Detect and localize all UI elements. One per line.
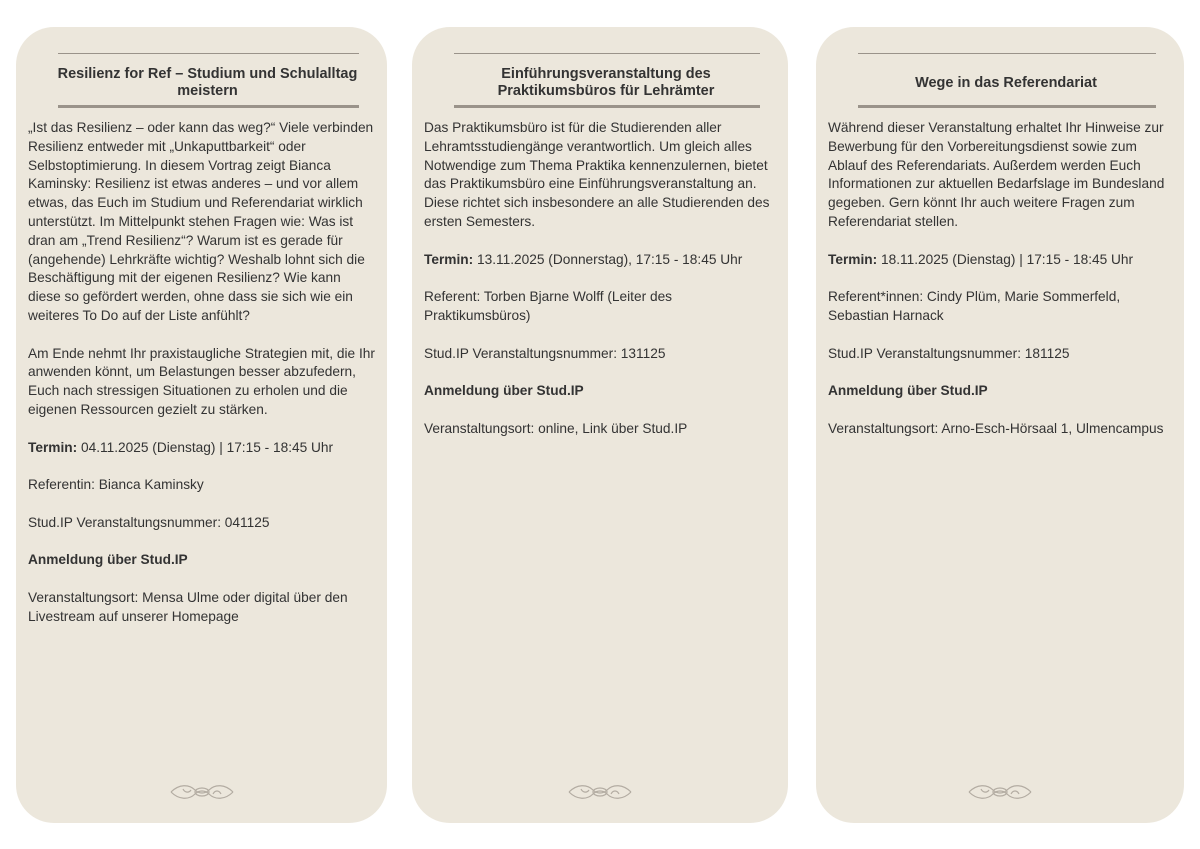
card-title: Resilienz for Ref – Studium und Schulalltag meistern xyxy=(57,66,358,99)
description-paragraph: „Ist das Resilienz – oder kann das weg?“ Viele verbinden Resilienz entweder mit „Unkaputtbarkeit“ oder Selbstoptimierung. In diesem Vortrag zeigt Bianca Kaminsky: Resilienz ist etwas anderes – und vor allem etwas, das Euch im Studium und Referendariat wirklich unterstützt. Im Mittelpunkt stehen Fragen wie: Was ist dran am „Trend Resilienz“? Warum ist es gerade für (angehende) Lehrkräfte wichtig? Weshalb lohnt sich die Beschäftigung mit der eigenen Resilienz? Wie kann diese so gefördert werden, ohne dass sie sich wie ein weiteres To Do auf der Liste anfühlt? xyxy=(28,120,374,323)
event-date-value: 13.11.2025 (Donnerstag), 17:15 - 18:45 Uhr xyxy=(473,251,743,267)
event-date-label: Termin: xyxy=(28,439,78,455)
flourish-ornament-icon xyxy=(169,781,235,803)
card-title: Wege in das Referendariat xyxy=(915,74,1097,91)
event-number: Stud.IP Veranstaltungsnummer: 041125 xyxy=(28,514,270,530)
event-speaker: Referent: Torben Bjarne Wolff (Leiter des Praktikumsbüros) xyxy=(424,289,673,323)
event-date xyxy=(28,439,375,458)
event-location: Veranstaltungsort: Arno-Esch-Hörsaal 1, Ulmencampus xyxy=(828,420,1164,436)
event-date-value: 04.11.2025 (Dienstag) | 17:15 - 18:45 Uhr xyxy=(77,439,334,455)
title-bottom-rule xyxy=(454,105,760,108)
flourish-ornament-icon xyxy=(967,781,1033,803)
title-top-rule xyxy=(454,53,760,54)
event-speaker: Referentin: Bianca Kaminsky xyxy=(28,477,204,493)
event-card-resilienz xyxy=(16,27,387,823)
event-date-value: 18.11.2025 (Dienstag) | 17:15 - 18:45 Uhr xyxy=(877,251,1134,267)
event-card-praktikumsbuero xyxy=(412,27,788,823)
card-body xyxy=(28,119,375,645)
event-date xyxy=(424,251,776,270)
description-paragraph: Während dieser Veranstaltung erhaltet Ihr Hinweise zur Bewerbung für den Vorbereitungsdienst sowie zum Ablauf des Referendariats. Außerdem werden Euch Informationen zur aktuellen Bedarfslage im Bundesland gegeben. Gern könnt Ihr auch weitere Fragen zum Referendariat stellen. xyxy=(828,120,1165,229)
description-paragraph: Am Ende nehmt Ihr praxistaugliche Strategien mit, die Ihr anwenden könnt, um Belastungen besser abzufedern, Euch nach stressigen Situationen zu erholen und die eigenen Ressourcen gezielt zu stärken. xyxy=(28,345,375,417)
event-speaker: Referent*innen: Cindy Plüm, Marie Sommerfeld, Sebastian Harnack xyxy=(828,289,1121,323)
card-title: Einführungsveranstaltung des Praktikumsbüros für Lehrämter xyxy=(497,66,715,99)
event-number: Stud.IP Veranstaltungsnummer: 181125 xyxy=(828,345,1070,361)
event-location: Veranstaltungsort: Mensa Ulme oder digital über den Livestream auf unserer Homepage xyxy=(28,589,348,624)
title-bottom-rule xyxy=(858,105,1156,108)
registration-text: Anmeldung über Stud.IP xyxy=(424,383,584,399)
event-registration xyxy=(28,551,375,570)
event-registration xyxy=(424,382,776,401)
event-date-label: Termin: xyxy=(828,251,878,267)
card-body xyxy=(828,119,1172,457)
event-number: Stud.IP Veranstaltungsnummer: 131125 xyxy=(424,345,666,361)
registration-text: Anmeldung über Stud.IP xyxy=(828,383,988,399)
registration-text: Anmeldung über Stud.IP xyxy=(28,552,188,568)
title-top-rule xyxy=(58,53,359,54)
title-top-rule xyxy=(858,53,1156,54)
event-date xyxy=(828,251,1172,270)
event-registration xyxy=(828,382,1172,401)
event-card-referendariat xyxy=(816,27,1184,823)
title-bottom-rule xyxy=(58,105,359,108)
card-body xyxy=(424,119,776,457)
description-paragraph: Das Praktikumsbüro ist für die Studierenden aller Lehramtsstudiengänge verantwortlich. Um gleich alles Notwendige zum Thema Praktika kennenzulernen, bietet das Praktikumsbüro eine Einführungsveranstaltung an. Diese richtet sich insbesondere an alle Studierenden des ersten Semesters. xyxy=(424,120,770,229)
event-location: Veranstaltungsort: online, Link über Stud.IP xyxy=(424,420,688,436)
flourish-ornament-icon xyxy=(567,781,633,803)
event-date-label: Termin: xyxy=(424,251,474,267)
